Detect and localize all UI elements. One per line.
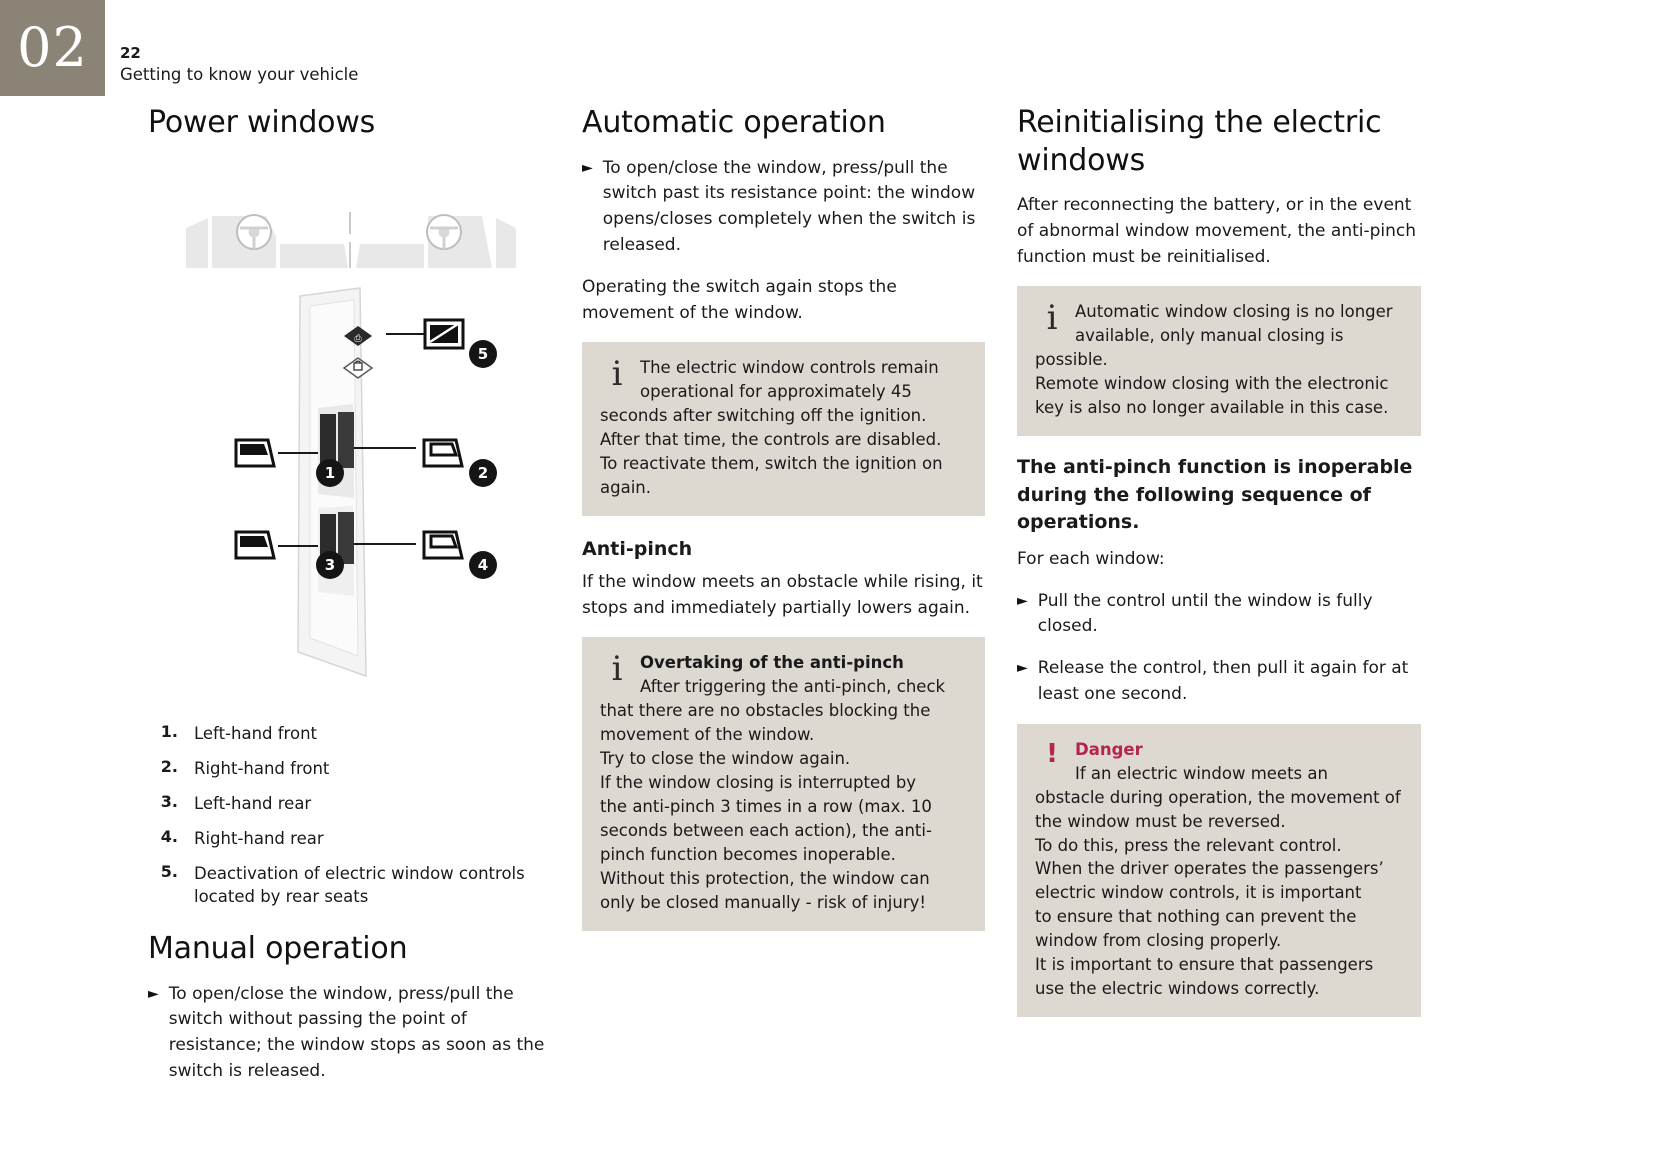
triangle-bullet-icon: ► [1017, 660, 1028, 677]
info-icon: i [611, 649, 623, 690]
info-box-line: pinch function becomes inoperable. [600, 844, 896, 864]
bullet-automatic-operation [582, 156, 985, 259]
legend-number: 5. [160, 861, 178, 881]
info-box-body [1035, 348, 1403, 420]
info-icon: i [1046, 298, 1058, 339]
bullet-release-control [1017, 656, 1421, 708]
info-box-line: again. [600, 478, 651, 498]
bullet-text: Release the control, then pull it again for at least one second. [1037, 658, 1409, 705]
danger-box-lead: If an electric window meets an [1075, 763, 1328, 783]
info-box-body [600, 699, 967, 914]
danger-box-line: electric window controls, it is important [1035, 883, 1362, 903]
window-icon-3 [236, 532, 274, 558]
danger-box-line: To do this, press the relevant control. [1035, 835, 1342, 855]
danger-box-line: the window must be reversed. [1035, 811, 1286, 831]
info-box-line: the anti-pinch 3 times in a row (max. 10 [600, 796, 932, 816]
legend-item [156, 792, 548, 815]
info-box-body [600, 404, 967, 500]
triangle-bullet-icon: ► [582, 159, 593, 176]
info-box-line: seconds between each action), the anti- [600, 820, 932, 840]
info-box-line: Without this protection, the window can [600, 868, 930, 888]
paragraph-anti-pinch: If the window meets an obstacle while rising, it stops and immediately partially lowers again. [582, 571, 983, 618]
legend-number: 3. [160, 791, 178, 811]
info-box-line: Remote window closing with the electronic [1035, 374, 1389, 394]
paragraph-reinitialise: After reconnecting the battery, or in the event of abnormal window movement, the anti-pinch function must be reinitialised. [1017, 195, 1417, 267]
danger-box-body [1035, 786, 1403, 1001]
callout-3: 3 [316, 551, 344, 579]
steering-wheel-icon-left [237, 215, 271, 249]
danger-box-title: Danger [1075, 739, 1143, 759]
column-power-windows [148, 104, 548, 1101]
window-icon-4 [424, 532, 462, 558]
callout-5: 5 [469, 340, 497, 368]
window-icon-2 [424, 440, 462, 466]
info-icon: i [611, 354, 623, 395]
bullet-text: To open/close the window, press/pull the switch without passing the point of resistance; the window stops as soon as the switch is released. [168, 983, 545, 1082]
danger-box-line: It is important to ensure that passengers [1035, 955, 1374, 975]
paragraph-stop-movement: Operating the switch again stops the movement of the window. [582, 276, 897, 323]
info-box-lead: The electric window controls remain operational for approximately 45 [640, 358, 939, 402]
page-title: Getting to know your vehicle [120, 65, 359, 84]
info-box-line: To reactivate them, switch the ignition on [600, 454, 943, 474]
column-reinitialising [1017, 104, 1421, 1035]
bullet-text: Pull the control until the window is fully closed. [1037, 590, 1373, 637]
heading-power-windows: Power windows [148, 105, 376, 140]
legend-item [156, 862, 548, 908]
info-box-controls-timeout [582, 342, 985, 516]
legend-label: Left-hand rear [194, 793, 312, 813]
warning-icon: ! [1046, 738, 1058, 769]
danger-box-line: to ensure that nothing can prevent the [1035, 907, 1357, 927]
danger-box-line: window from closing properly. [1035, 931, 1282, 951]
legend-number: 2. [160, 756, 178, 776]
heading-reinitialising: Reinitialising the electric windows [1017, 105, 1382, 178]
info-box-line: only be closed manually - risk of injury! [600, 892, 926, 912]
paragraph-for-each-window: For each window: [1017, 548, 1165, 569]
page-number: 22 [120, 44, 141, 62]
legend-number: 4. [160, 826, 178, 846]
heading-anti-pinch: Anti-pinch [582, 538, 693, 560]
info-box-lead: Automatic window closing is no longer available, only manual closing is [1075, 302, 1393, 346]
bullet-text: To open/close the window, press/pull the switch past its resistance point: the window opens/closes completely when the switch is released. [602, 157, 976, 255]
triangle-bullet-icon: ► [1017, 592, 1028, 609]
danger-box [1017, 724, 1421, 1017]
callout-2: 2 [469, 459, 497, 487]
danger-box-line: obstacle during operation, the movement of [1035, 787, 1401, 807]
callout-1: 1 [316, 459, 344, 487]
window-icon-1 [236, 440, 274, 466]
info-box-line: key is also no longer available in this case. [1035, 398, 1389, 418]
paragraph-inoperable-sequence: The anti-pinch function is inoperable during the following sequence of operations. [1017, 456, 1413, 534]
chapter-tab [0, 0, 105, 96]
info-box-title: Overtaking of the anti-pinch [640, 653, 904, 673]
legend-label: Right-hand rear [194, 828, 324, 848]
info-box-lead: After triggering the anti-pinch, check [640, 677, 946, 697]
column-automatic-operation [582, 104, 985, 949]
legend-label: Right-hand front [194, 758, 330, 778]
bullet-manual-operation [148, 982, 548, 1085]
info-box-line: that there are no obstacles blocking the [600, 701, 931, 721]
page-header [120, 44, 358, 85]
bullet-pull-control [1017, 589, 1421, 641]
svg-text:⎙: ⎙ [354, 333, 362, 344]
danger-box-line: When the driver operates the passengers’ [1035, 859, 1384, 879]
legend-item [156, 757, 548, 780]
heading-manual-operation: Manual operation [148, 931, 408, 967]
info-box-line: Try to close the window again. [600, 749, 851, 769]
info-box-line: movement of the window. [600, 725, 815, 745]
legend-label: Left-hand front [194, 723, 317, 743]
power-window-illustration [148, 156, 548, 704]
legend-item [156, 722, 548, 745]
info-box-line: possible. [1035, 350, 1108, 370]
heading-automatic-operation: Automatic operation [582, 105, 886, 140]
illustration-svg [148, 156, 548, 704]
triangle-bullet-icon: ► [148, 985, 159, 1002]
info-box-line: seconds after switching off the ignition. [600, 406, 927, 426]
legend-label: Deactivation of electric window controls located by rear seats [194, 863, 525, 906]
callout-4: 4 [469, 551, 497, 579]
legend-number: 1. [160, 721, 178, 741]
info-box-line: After that time, the controls are disabled. [600, 430, 942, 450]
chapter-number: 02 [17, 16, 88, 79]
power-window-legend [156, 722, 548, 909]
danger-box-line: use the electric windows correctly. [1035, 979, 1320, 999]
info-box-line: If the window closing is interrupted by [600, 773, 917, 793]
steering-wheel-icon-right [427, 215, 461, 249]
info-box-overtaking-anti-pinch [582, 637, 985, 930]
info-box-manual-closing-only [1017, 286, 1421, 436]
legend-item [156, 827, 548, 850]
window-icon-5 [425, 320, 463, 348]
